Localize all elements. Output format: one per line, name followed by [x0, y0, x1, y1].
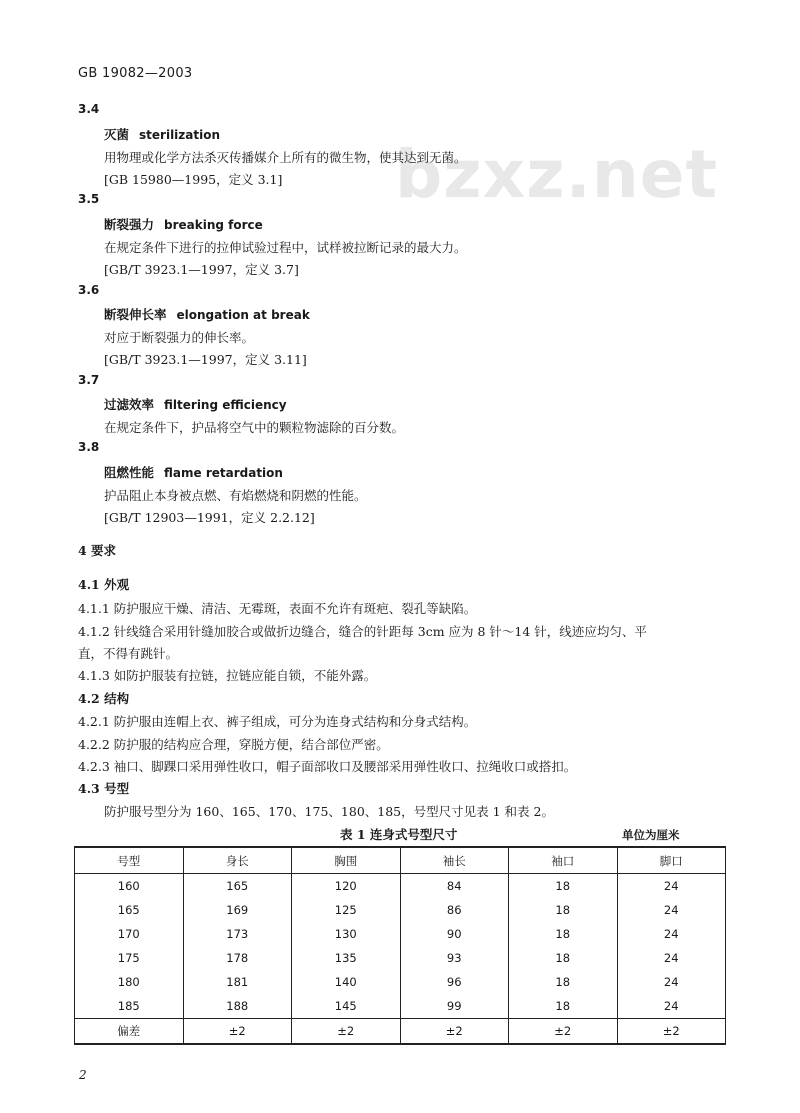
def-ref: [GB/T 3923.1—1997，定义 3.11]	[104, 352, 307, 367]
subsection-heading: 4.2 结构	[78, 691, 130, 706]
table-cell: 180	[75, 970, 184, 994]
table-caption: 表 1 连身式号型尺寸	[340, 827, 458, 842]
def-number: 3.7	[78, 373, 100, 387]
def-ref: [GB/T 3923.1—1997，定义 3.7]	[104, 262, 299, 277]
table-cell: 125	[292, 898, 401, 922]
clause-text: 4.2.2 防护服的结构应合理，穿脱方便，结合部位严密。	[78, 737, 389, 752]
table-cell: 18	[509, 874, 618, 899]
clause-text: 4.2.1 防护服由连帽上衣、裤子组成，可分为连身式结构和分身式结构。	[78, 714, 477, 729]
table-header-row	[75, 847, 726, 874]
table-header-cell: 号型	[75, 847, 184, 874]
standard-header: GB 19082—2003	[78, 66, 193, 81]
term-cn: 阻燃性能	[104, 465, 155, 480]
term-en: elongation at break	[176, 308, 310, 322]
table-cell: 18	[509, 922, 618, 946]
def-number: 3.8	[78, 440, 100, 454]
def-number: 3.5	[78, 192, 100, 206]
table-row	[75, 970, 726, 994]
subsection-heading: 4.1 外观	[78, 577, 130, 592]
def-ref: [GB 15980—1995，定义 3.1]	[104, 172, 283, 187]
table-cell: ±2	[292, 1019, 401, 1045]
watermark: bzxz.net	[395, 136, 719, 213]
def-text: 护品阻止本身被点燃、有焰燃烧和阴燃的性能。	[104, 488, 367, 503]
table-cell: 24	[617, 898, 726, 922]
def-term	[104, 305, 310, 323]
table-cell: 178	[183, 946, 292, 970]
def-number: 3.6	[78, 283, 100, 297]
table-cell: 84	[400, 874, 509, 899]
table-header-cell: 袖口	[509, 847, 618, 874]
term-en: flame retardation	[164, 466, 283, 480]
def-text: 对应于断裂强力的伸长率。	[104, 330, 255, 345]
table-cell: 160	[75, 874, 184, 899]
def-term	[104, 395, 287, 413]
table-row	[75, 922, 726, 946]
table-cell: 165	[75, 898, 184, 922]
table-cell: 188	[183, 994, 292, 1019]
table-cell: 140	[292, 970, 401, 994]
table-header-cell: 袖长	[400, 847, 509, 874]
table-cell: 120	[292, 874, 401, 899]
clause-text: 4.2.3 袖口、脚踝口采用弹性收口，帽子面部收口及腰部采用弹性收口、拉绳收口或搭扣。	[78, 759, 577, 774]
term-cn: 过滤效率	[104, 397, 155, 412]
table-cell: 130	[292, 922, 401, 946]
table-cell: 185	[75, 994, 184, 1019]
clause-text: 直，不得有跳针。	[78, 646, 179, 661]
table-cell: 24	[617, 874, 726, 899]
clause-text: 4.1.2 针线缝合采用针缝加胶合或做折边缝合，缝合的针距每 3cm 应为 8 针～14 针，线迹应均匀、平	[78, 624, 647, 639]
table-cell: 90	[400, 922, 509, 946]
size-table	[74, 846, 726, 1045]
table-cell: 24	[617, 970, 726, 994]
table-cell: 145	[292, 994, 401, 1019]
table-cell: 偏差	[75, 1019, 184, 1045]
table-header-cell: 胸围	[292, 847, 401, 874]
table-cell: 181	[183, 970, 292, 994]
clause-text: 防护服号型分为 160、165、170、175、180、185，号型尺寸见表 1 和表 2。	[104, 804, 554, 819]
table-cell: 170	[75, 922, 184, 946]
table-cell: 175	[75, 946, 184, 970]
table-cell: 173	[183, 922, 292, 946]
table-cell: 18	[509, 970, 618, 994]
table-cell: 24	[617, 994, 726, 1019]
table-cell: 165	[183, 874, 292, 899]
def-term	[104, 215, 263, 233]
table-cell: ±2	[183, 1019, 292, 1045]
subsection-heading: 4.3 号型	[78, 781, 130, 796]
table-cell: 86	[400, 898, 509, 922]
clause-text: 4.1.1 防护服应干燥、清洁、无霉斑，表面不允许有斑疤、裂孔等缺陷。	[78, 601, 477, 616]
def-text: 在规定条件下进行的拉伸试验过程中，试样被拉断记录的最大力。	[104, 240, 467, 255]
table-row	[75, 994, 726, 1019]
table-cell: 93	[400, 946, 509, 970]
page-number: 2	[79, 1068, 87, 1082]
table-header-cell: 身长	[183, 847, 292, 874]
def-ref: [GB/T 12903—1991，定义 2.2.12]	[104, 510, 315, 525]
table-cell: ±2	[617, 1019, 726, 1045]
table-unit: 单位为厘米	[622, 828, 680, 842]
term-en: filtering efficiency	[164, 398, 287, 412]
term-cn: 断裂强力	[104, 217, 155, 232]
def-text: 在规定条件下，护品将空气中的颗粒物滤除的百分数。	[104, 420, 405, 435]
table-cell: 135	[292, 946, 401, 970]
clause-text: 4.1.3 如防护服装有拉链，拉链应能自锁，不能外露。	[78, 668, 377, 683]
term-cn: 断裂伸长率	[104, 307, 167, 322]
table-cell: 18	[509, 994, 618, 1019]
term-en: sterilization	[139, 128, 221, 142]
table-cell: 169	[183, 898, 292, 922]
def-text: 用物理或化学方法杀灭传播媒介上所有的微生物，使其达到无菌。	[104, 150, 467, 165]
table-row	[75, 874, 726, 899]
def-number: 3.4	[78, 102, 100, 116]
table-row	[75, 946, 726, 970]
table-cell: 24	[617, 946, 726, 970]
table-cell: ±2	[509, 1019, 618, 1045]
table-row	[75, 898, 726, 922]
table-header-cell: 脚口	[617, 847, 726, 874]
table-cell: ±2	[400, 1019, 509, 1045]
section-heading: 4 要求	[78, 543, 117, 558]
table-cell: 24	[617, 922, 726, 946]
def-term	[104, 125, 220, 143]
table-cell: 18	[509, 898, 618, 922]
table-cell: 18	[509, 946, 618, 970]
term-en: breaking force	[164, 218, 263, 232]
table-cell: 99	[400, 994, 509, 1019]
term-cn: 灭菌	[104, 127, 130, 142]
tolerance-row	[75, 1019, 726, 1045]
def-term	[104, 463, 283, 481]
table-cell: 96	[400, 970, 509, 994]
